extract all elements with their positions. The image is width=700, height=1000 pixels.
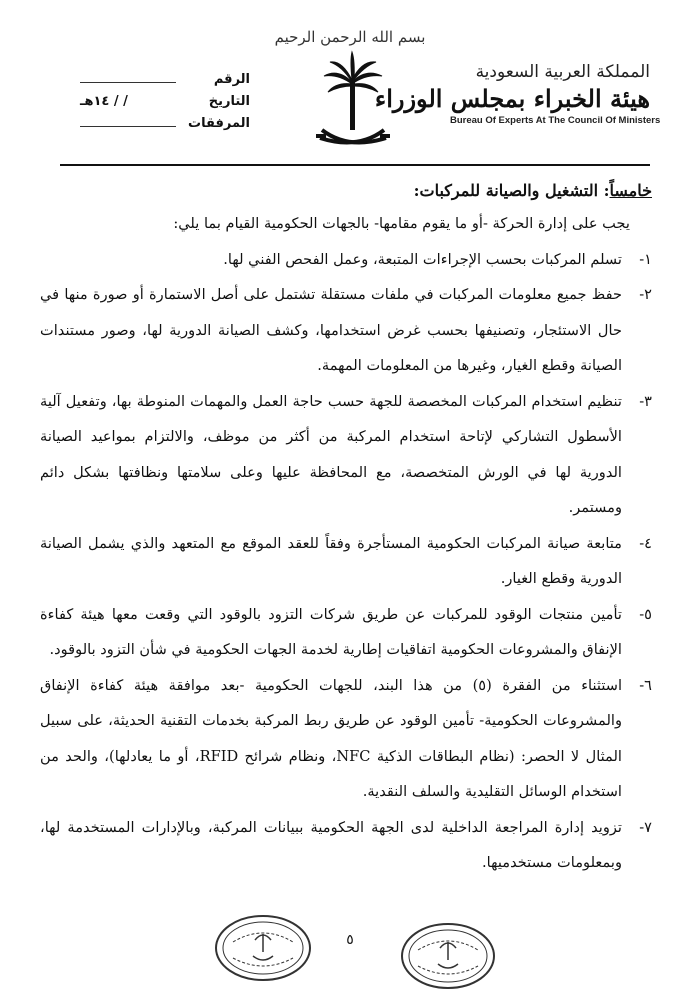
list-item <box>40 242 652 278</box>
header-divider <box>60 164 650 166</box>
ref-attachments-line <box>80 116 176 127</box>
section-content <box>40 176 652 881</box>
official-seal-stamp <box>213 912 313 984</box>
section-heading <box>40 176 652 206</box>
item-text: تنظيم استخدام المركبات المخصصة للجهة حسب حاجة العمل والمهمات المنوطة بها، وتفعيل آلية الأسطول التشاركي لإتاحة استخدام المركبة من أكثر من موظف، والالتزام بمواعيد الصيانة الدورية لها في الورش المتخصصة، مع المحافظة عليها وعلى سلامتها ونظافتها بشكل دائم ومستمر. <box>40 392 622 516</box>
item-number: ٤- <box>639 534 652 552</box>
page-number: ٥ <box>346 932 354 948</box>
reference-block <box>80 72 250 138</box>
list-item <box>40 277 652 384</box>
official-seal-stamp <box>398 920 498 992</box>
item-text: تسلم المركبات بحسب الإجراءات المتبعة، وعمل الفحص الفني لها. <box>223 250 622 268</box>
ref-date-row <box>80 94 250 116</box>
ref-date-value: / / ١٤هـ <box>80 94 128 109</box>
ref-attachments-row <box>80 116 250 138</box>
item-text: تأمين منتجات الوقود للمركبات عن طريق شركات التزود بالوقود التي وقعت معها هيئة كفاءة الإنفاق والمشروعات الحكومية اتفاقيات إطارية لخدمة الجهات الحكومية في شأن التزود بالوقود. <box>40 605 622 658</box>
bureau-name-english: Bureau Of Experts At The Council Of Ministers <box>450 115 661 126</box>
item-number: ٣- <box>639 392 652 410</box>
item-text: متابعة صيانة المركبات الحكومية المستأجرة وفقاً للعقد الموقع مع المتعهد والذي يشمل الصيانة الدورية وقطع الغيار. <box>40 534 622 587</box>
section-title: : التشغيل والصيانة للمركبات: <box>413 181 610 200</box>
list-item <box>40 810 652 881</box>
item-number: ٥- <box>639 605 652 623</box>
section-intro: يجب على إدارة الحركة -أو ما يقوم مقامها- بالجهات الحكومية القيام بما يلي: <box>173 215 630 232</box>
ref-date-label: التاريخ <box>208 94 250 109</box>
letterhead-organization <box>374 62 661 126</box>
basmala: بسم الله الرحمن الرحيم <box>274 28 426 46</box>
item-text: حفظ جميع معلومات المركبات في ملفات مستقلة تشتمل على أصل الاستمارة أو صورة منها في حال الاستئجار، وتصنيفها بحسب غرض استخدامها، وكشف الصيانة الدورية لها، وصور مستندات الصيانة وقطع الغيار، وغيرها من المعلومات المهمة. <box>40 286 622 374</box>
country-name: المملكة العربية السعودية <box>475 62 650 82</box>
section-number: خامساً <box>609 181 652 200</box>
list-item <box>40 384 652 526</box>
list-item <box>40 597 652 668</box>
item-number: ٧- <box>639 818 652 836</box>
ref-attachments-label: المرفقات <box>188 116 250 131</box>
item-text: استثناء من الفقرة (٥) من هذا البند، للجهات الحكومية -بعد موافقة هيئة كفاءة الإنفاق والمشروعات الحكومية- تأمين الوقود عن طريق ربط المركبة بخدمات التقنية الحديثة، على سبيل المثال لا الحصر: (نظام البطاقات الذكية NFC، ونظام شرائح RFID، أو ما يعادلها)، والحد من استخدام الوسائل التقليدية والسلف النقدية. <box>40 676 623 800</box>
ref-number-label: الرقم <box>213 72 250 87</box>
ref-number-row <box>80 72 250 94</box>
item-text: تزويد إدارة المراجعة الداخلية لدى الجهة الحكومية ببيانات المركبة، وبالإدارات المستخدمة لها، وبمعلومات مستخدميها. <box>40 818 622 871</box>
bureau-name-arabic: هيئة الخبراء بمجلس الوزراء <box>374 84 650 113</box>
item-number: ٦- <box>639 676 652 694</box>
list-item <box>40 526 652 597</box>
item-number: ٢- <box>639 286 652 303</box>
ref-number-line <box>80 72 176 83</box>
item-number: ١- <box>639 250 652 268</box>
list-item <box>40 668 652 810</box>
